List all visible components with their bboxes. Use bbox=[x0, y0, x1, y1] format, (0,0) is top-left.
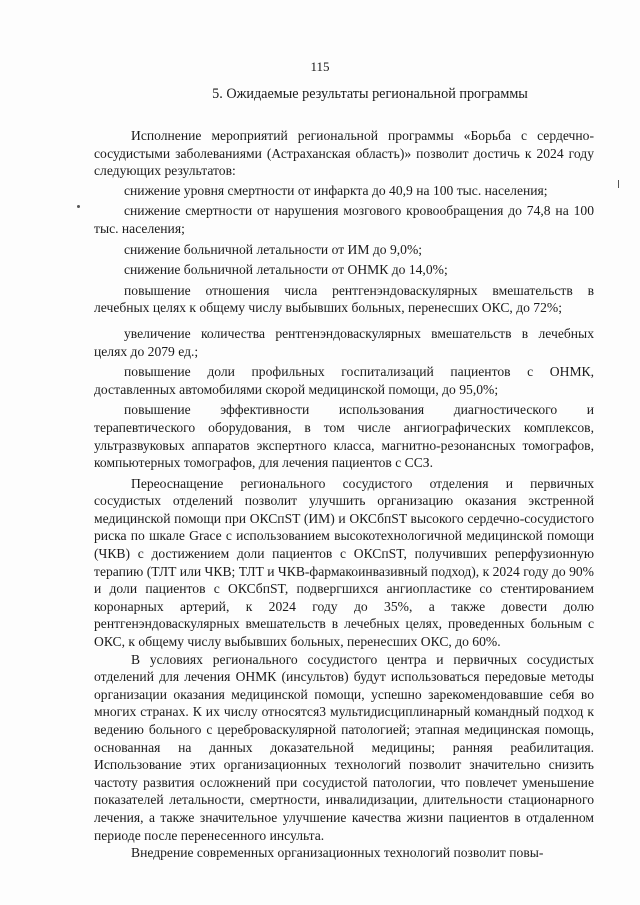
page-number: 115 bbox=[310, 59, 330, 74]
list-item: увеличение количества рентгенэндоваскулярных вмешательств в лечебных целях до 2079 ед.; bbox=[94, 325, 594, 359]
list-item: снижение смертности от нарушения мозгового кровообращения до 74,8 на 100 тыс. населения; bbox=[94, 203, 594, 236]
list-item: повышение эффективности использования диагностического и терапевтического оборудования, в том числе ангиографических комплексов, ультразвуковых аппаратов экспертного класса, магнитно-резонансных томографов, компьютерных томографов, для лечения пациентов с ССЗ. bbox=[94, 402, 594, 471]
results-list bbox=[94, 182, 594, 472]
list-item: снижение больничной летальности от ИМ до 9,0%; bbox=[124, 241, 423, 257]
list-item: повышение доли профильных госпитализаций пациентов с ОНМК, доставленных автомобилями скорой медицинской помощи, до 95,0%; bbox=[94, 364, 594, 397]
document-body bbox=[94, 127, 594, 862]
paragraph-technologies: Внедрение современных организационных технологий позволит повы- bbox=[131, 845, 544, 861]
list-item: повышение отношения числа рентгенэндоваскулярных вмешательств в лечебных целях к общему числу выбывших больных, перенесших ОКС, до 72%; bbox=[94, 282, 594, 316]
list-item: снижение больничной летальности от ОНМК до 14,0%; bbox=[124, 262, 448, 278]
scan-dot-mark bbox=[77, 205, 80, 208]
paragraph-stroke-care: В условиях регионального сосудистого центра и первичных сосудистых отделений для лечения ОНМК (инсультов) будут использоваться передовые методы организации оказания медицинской помощи, успешно зарекомендовавшие себя во многих странах. К их числу относятся3 мультидисциплинарный командный подход к ведению больного с цереброваскулярной патологией; этапная медицинская помощь, основанная на данных доказательной медицины; ранняя реабилитация. Использование этих организационных технологий позволит значительно снизить частоту развития осложнений при сосудистой патологии, что повлечет уменьшение показателей летальности, смертности, инвалидизации, длительности стационарного лечения, а также значительное улучшение качества жизни пациентов в отдаленном периоде после перенесенного инсульта. bbox=[94, 651, 594, 843]
intro-paragraph: Исполнение мероприятий региональной программы «Борьба с сердечно-сосудистыми заболеваниями (Астраханская область)» позволит достичь к 2024 году следующих результатов: bbox=[94, 128, 594, 179]
paragraph-reequipment: Переоснащение регионального сосудистого отделения и первичных сосудистых отделений позволит улучшить организацию оказания экстренной медицинской помощи при ОКСпST (ИМ) и ОКСбпST высокого сердечно-сосудистого риска по шкале Grace с использованием высокотехнологичной медицинской помощи (ЧКВ) с достижением доли пациентов с ОКСпST, получивших реперфузионную терапию (ТЛТ или ЧКВ; ТЛТ и ЧКВ-фармакоинвазивный подход), к 2024 году до 90% и доли пациентов с ОКСбпST, подвергшихся ангиопластике со стентированием коронарных артерий, к 2024 году до 35%, а также довести долю рентгенэндоваскулярных вмешательств в лечебных целях, проведенных больным с ОКС, к общему числу выбывших больных, перенесших ОКС, до 60%. bbox=[94, 475, 594, 650]
scan-tick-mark bbox=[618, 180, 619, 188]
section-title: 5. Ожидаемые результаты региональной программы bbox=[212, 86, 528, 102]
list-item: снижение уровня смертности от инфаркта до 40,9 на 100 тыс. населения; bbox=[124, 182, 548, 198]
